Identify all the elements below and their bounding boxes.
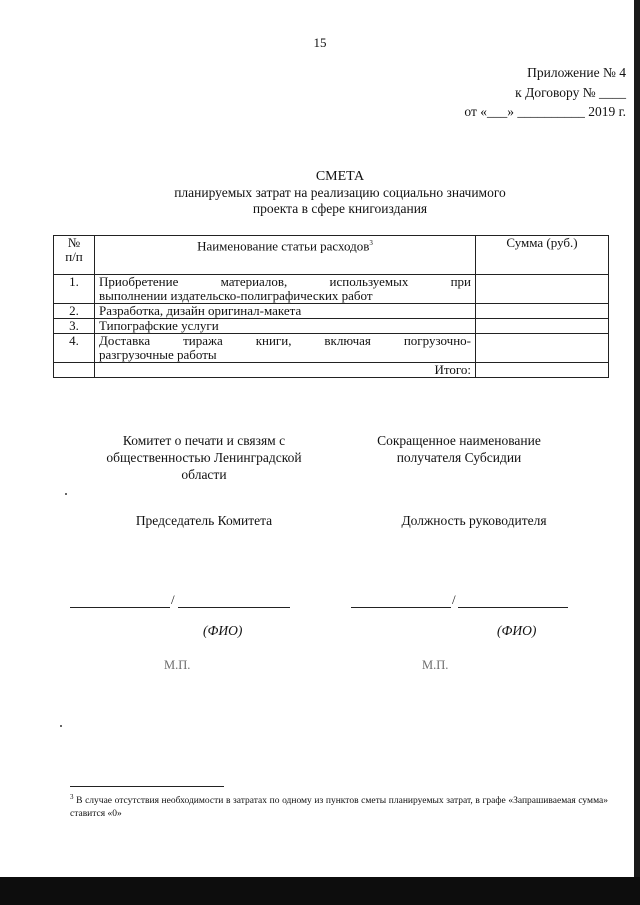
scan-speck [60,725,62,727]
right-stamp-label: М.П. [422,658,449,672]
document-title [90,169,590,217]
right-name-line[interactable] [458,607,568,608]
row-name-line1: Приобретение материалов, используемых при [99,274,471,289]
row-num: 2. [54,304,95,319]
row-name-line2: выполнении издательско-полиграфических работ [99,288,373,303]
footnote [70,791,608,821]
right-slash: / [452,592,456,607]
row-sum [476,319,609,334]
title-heading: СМЕТА [315,169,365,184]
row-name [95,319,476,334]
right-org-line2: получателя Субсидии [396,450,522,465]
scan-speck [65,493,67,495]
title-subtitle-line1: планируемых затрат на реализацию социально значимого [174,185,506,200]
table-header-row [54,236,609,275]
right-org-line1: Сокращенное наименование [377,433,541,448]
estimate-table [53,235,609,378]
right-org-name [344,432,574,466]
title-subtitle-line2: проекта в сфере книгоиздания [252,201,428,216]
row-name-line1: Разработка, дизайн оригинал-макета [99,303,302,318]
appendix-date: от «___» __________ 2019 г. [464,104,626,119]
total-num-cell [54,363,95,378]
row-sum [476,275,609,304]
row-num: 3. [54,319,95,334]
row-num: 1. [54,275,95,304]
table-row [54,334,609,363]
left-org-line2: общественностью Ленинградской [106,450,302,465]
left-stamp-label: М.П. [164,658,191,672]
left-fio-caption: (ФИО) [203,623,243,638]
total-sum [476,363,609,378]
table-total-row [54,363,609,378]
right-position: Должность руководителя [401,513,547,528]
header-name [95,236,476,275]
row-name-line2: разгрузочные работы [99,347,217,362]
left-signature-line[interactable] [70,607,170,608]
right-signature-line[interactable] [351,607,451,608]
footnote-text: В случае отсутствия необходимости в затратах по одному из пунктов сметы планируемых затрат, в графе «Запрашиваемая сумма» ставится «0» [70,796,608,820]
left-org-line1: Комитет о печати и связям с [122,433,286,448]
left-position: Председатель Комитета [135,513,273,528]
appendix-contract: к Договору № ____ [515,85,626,100]
scan-page-edge [634,0,640,905]
header-num-symbol: № [67,235,81,250]
row-num: 4. [54,334,95,363]
header-sum: Сумма (руб.) [476,236,609,275]
table-row [54,319,609,334]
row-name-line1: Типографские услуги [99,318,219,333]
row-name [95,304,476,319]
footnote-ref: 3 [369,239,373,247]
left-org-name [84,432,324,483]
page-number: 15 [313,35,327,50]
footnote-mark: 3 [70,793,74,801]
table-row [54,275,609,304]
header-num [54,236,95,275]
total-label: Итого: [95,363,476,378]
row-sum [476,334,609,363]
row-name [95,275,476,304]
right-fio-caption: (ФИО) [497,623,537,638]
table-row [54,304,609,319]
left-slash: / [171,592,175,607]
header-name-label: Наименование статьи расходов [197,238,370,254]
header-num-label: п/п [65,249,83,264]
left-org-line3: области [181,467,227,482]
row-name [95,334,476,363]
scan-bottom-edge [0,877,640,905]
appendix-number: Приложение № 4 [527,65,626,80]
footnote-divider [70,786,224,787]
row-sum [476,304,609,319]
left-name-line[interactable] [178,607,290,608]
row-name-line1: Доставка тиража книги, включая погрузочно- [99,333,471,348]
